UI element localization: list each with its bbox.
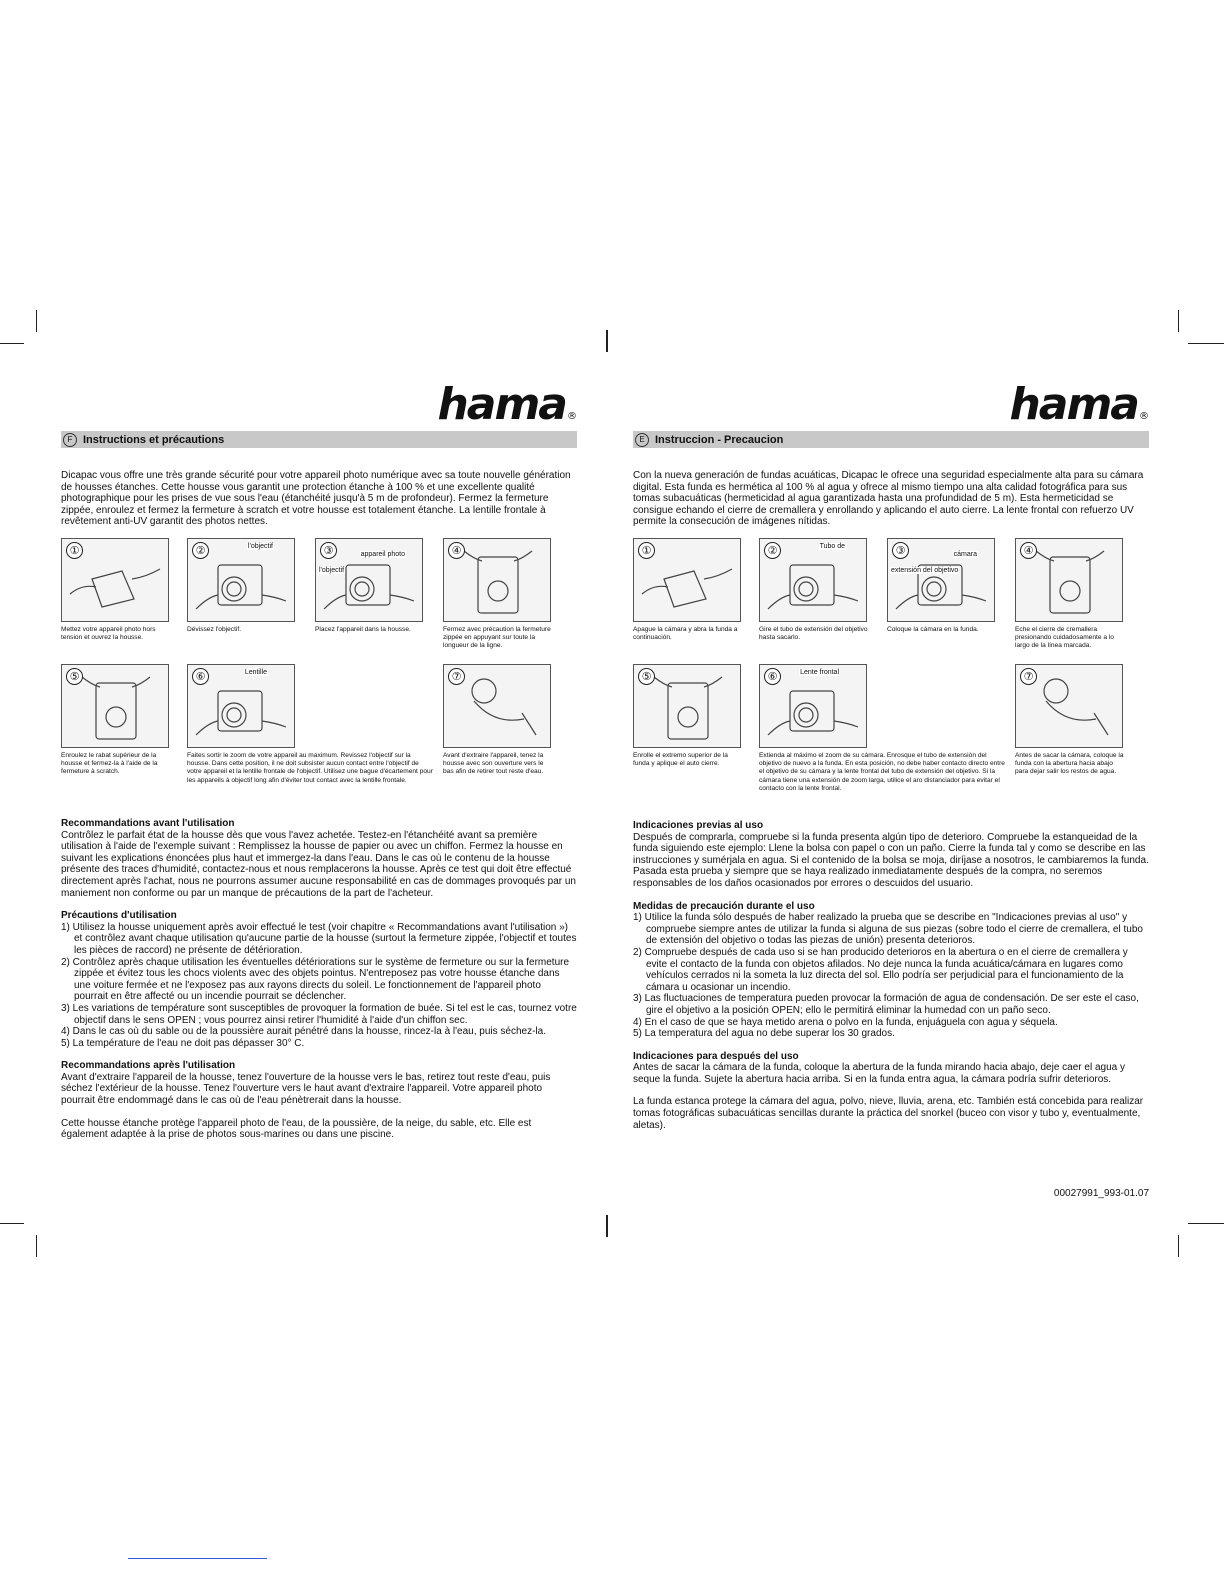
step-number: ⑦ bbox=[448, 668, 465, 685]
section-header bbox=[633, 431, 1149, 448]
illustration-shape bbox=[227, 582, 241, 596]
step-caption: Placez l'appareil dans la housse. bbox=[315, 626, 411, 633]
step-caption: Enrolle el extremo superior de la funda y aplique el auto cierre. bbox=[633, 752, 728, 768]
illustration-shape bbox=[922, 577, 946, 601]
intro-paragraph: Con la nueva generación de fundas acuáticas, Dicapac le ofrece una seguridad especialmente alta para su cámara digital. Esta funda es hermética al 100 % al agua y ofrece al mismo tiempo una alta calidad fotográfica para sus tomas subacuáticas (hermeticidad al agua garantizada hasta una profundidad de 5 m). Esta hermeticidad se consigue echando el cierre de cremallera y enrollando y aplicando el auto cierre. La lente frontal con refuerzo UV permite la consecución de imágenes nítidas. bbox=[633, 470, 1144, 528]
paragraph: Antes de sacar la cámara de la funda, coloque la abertura de la funda mirando hacia abajo, deje caer el agua y seque la funda. Sujete la abertura hacia arriba. Si en la funda entra agua, la cámara podría sufrir deterioros. bbox=[633, 1062, 1125, 1085]
step-illustration bbox=[443, 538, 551, 622]
instructions-body bbox=[61, 818, 577, 1141]
step-3 bbox=[887, 538, 999, 634]
list-item: 5) La température de l'eau ne doit pas dépasser 30° C. bbox=[61, 1037, 305, 1049]
section-heading: Recommandations avant l'utilisation bbox=[61, 818, 235, 829]
illustration-shape bbox=[768, 595, 858, 609]
list-item: 4) En el caso de que se haya metido arena o polvo en la funda, enjuáguela con agua y séquela. bbox=[633, 1016, 1058, 1028]
language-badge: F bbox=[63, 433, 77, 447]
step-caption: Antes de sacar la cámara, coloque la funda con la abertura hacia abajo para dejar salir los restos de agua. bbox=[1015, 752, 1124, 776]
list-item: 3) Les variations de température sont susceptibles de provoquer la formation de buée. Si tel est le cas, tournez votre objectif dans le sens OPEN ; vous pourrez ainsi retirer l'humidité à l'aide d'un chiffon sec. bbox=[61, 1002, 577, 1026]
illustration-shape bbox=[896, 595, 986, 609]
step-number: ③ bbox=[892, 542, 909, 559]
crop-mark bbox=[36, 310, 37, 332]
step-caption: Gire el tubo de extensión del objetivo hasta sacarlo. bbox=[759, 626, 868, 642]
step-caption: Mettez votre appareil photo hors tension et ouvrez la housse. bbox=[61, 626, 156, 642]
step-number: ⑤ bbox=[638, 668, 655, 685]
illustration-shape bbox=[1036, 551, 1104, 561]
step-6 bbox=[759, 664, 1005, 793]
crop-mark bbox=[1178, 310, 1179, 332]
illustration-shape bbox=[478, 557, 518, 613]
step-7 bbox=[443, 664, 555, 777]
section-title: Instruccion - Precaucion bbox=[655, 433, 784, 446]
step-caption: Dévissez l'objectif. bbox=[187, 626, 242, 633]
paragraph: Contrôlez le parfait état de la housse dès que vous l'avez achetée. Testez-en l'étanchéité avant sa première utilisation à l'aide de l'exemple suivant : Remplissez la housse de papier ou avec un chiffon. Fermez la housse en suivant les explications énoncées plus haut et immergez-la dans l'eau. Dans le cas où le contenu de la housse présente des traces d'humidité, contactez-nous et nous remplacerons la housse. Après ce test qui doit être effectué directement après l'achat, nous ne pourrons assumer aucune responsabilité en cas de dommages provoqués par un maniement non conforme ou par un manque de précautions de la part de l'acheteur. bbox=[61, 829, 576, 899]
illustration-shape bbox=[222, 577, 246, 601]
step-caption: Enroulez le rabat supérieur de la housse et fermez-la à l'aide de la fermeture à scratch. bbox=[61, 752, 158, 776]
illustration-label: l'objectif bbox=[247, 543, 273, 550]
list-item: 2) Compruebe después de cada uso si se han producido deterioros en la abertura o en el cierre de cremallera y evite el contacto de la funda con objetos afilados. No deje nunca la funda acuática/cámara en lugares como vehículos cerrados ni la someta la luz directa del sol. Ello podría ser perjudicial para el funcionamiento de la cámara u ocasionar un incendio. bbox=[633, 946, 1128, 993]
paragraph: Después de comprarla, compruebe si la funda presenta algún tipo de deterioro. Compruebe la estanqueidad de la funda siguiendo este ejemplo: Llene la bolsa con papel o con un paño. Cierre la funda tal y como se describe en las instrucciones y sumérjala en agua. Si el contenido de la bolsa se moja, diríjase a nosotros, le cambiaremos la funda. Pasada esta prueba y siempre que se haya realizado inmediatamente después de la compra, no seremos responsables de los daños ocasionados por errores o descuidos del usuario. bbox=[633, 831, 1149, 889]
instructions-body bbox=[633, 820, 1149, 1131]
illustration-shape bbox=[227, 708, 241, 722]
step-5 bbox=[61, 664, 173, 777]
step-number: ① bbox=[66, 542, 83, 559]
illustration-shape bbox=[1050, 557, 1090, 613]
step-number: ④ bbox=[448, 542, 465, 559]
illustration-shape bbox=[464, 551, 532, 561]
illustration-shape bbox=[222, 703, 246, 727]
illustration-shape bbox=[794, 577, 818, 601]
illustration-shape bbox=[106, 707, 126, 727]
document-code: 00027991_993-01.07 bbox=[1053, 1188, 1149, 1199]
step-illustration bbox=[315, 538, 423, 622]
section-header bbox=[61, 431, 577, 448]
illustration-shape bbox=[324, 595, 414, 609]
illustration-shape bbox=[82, 677, 150, 687]
step-2 bbox=[187, 538, 299, 634]
illustration-shape bbox=[350, 577, 374, 601]
step-illustration bbox=[1015, 538, 1123, 622]
illustration-shape bbox=[132, 569, 160, 579]
illustration-label: Tubo de bbox=[819, 543, 845, 550]
crop-mark bbox=[1188, 343, 1224, 344]
step-number: ⑦ bbox=[1020, 668, 1037, 685]
section-title: Instructions et précautions bbox=[83, 433, 225, 446]
step-number: ② bbox=[764, 542, 781, 559]
illustration-shape bbox=[1044, 679, 1068, 703]
step-number: ⑤ bbox=[66, 668, 83, 685]
step-number: ③ bbox=[320, 542, 337, 559]
step-caption: Apague la cámara y abra la funda a continuación. bbox=[633, 626, 738, 642]
illustration-shape bbox=[96, 683, 136, 739]
illustration-shape bbox=[196, 721, 286, 735]
list-item: 3) Las fluctuaciones de temperatura pueden provocar la formación de agua de condensación. De ser este el caso, gire el objetivo a la posición OPEN; ello le permitirá eliminar la humedad con un paño seco. bbox=[633, 993, 1139, 1016]
step-caption: Fermez avec précaution la fermeture zippée en appuyant sur toute la longueur de la ligne. bbox=[443, 626, 551, 650]
hama-logo: hama® bbox=[437, 379, 577, 430]
list-item: 2) Contrôlez après chaque utilisation les éventuelles détériorations sur le système de fermeture ou sur la fermeture zippée et évitez tous les chocs violents avec des objets pointus. N'entreposez pas votre housse étanche dans une voiture fermée et ne l'exposez pas aux rayons directs du soleil. Le fonctionnement de l'appareil photo pourrait en être affecté ou un incendie pourrait se déclencher. bbox=[61, 956, 570, 1003]
step-number: ① bbox=[638, 542, 655, 559]
crop-mark bbox=[606, 1215, 608, 1237]
illustration-label: Lente frontal bbox=[800, 669, 839, 676]
step-illustration bbox=[633, 538, 741, 622]
step-5 bbox=[633, 664, 745, 768]
language-badge: E bbox=[635, 433, 649, 447]
step-3 bbox=[315, 538, 427, 634]
step-illustration bbox=[61, 664, 169, 748]
step-illustration bbox=[1015, 664, 1123, 748]
illustration-label: Lentille bbox=[244, 669, 267, 676]
crop-mark bbox=[1178, 1235, 1179, 1257]
step-1 bbox=[633, 538, 745, 642]
step-caption: Coloque la cámara en la funda. bbox=[887, 626, 979, 633]
illustration-shape bbox=[92, 571, 134, 607]
crop-mark bbox=[36, 1235, 37, 1257]
illustration-shape bbox=[927, 582, 941, 596]
illustration-shape bbox=[472, 679, 496, 703]
illustration-shape bbox=[1060, 581, 1080, 601]
illustration-shape bbox=[668, 683, 708, 739]
crop-mark bbox=[1188, 1223, 1224, 1224]
illustration-label: appareil photo bbox=[360, 551, 405, 558]
step-caption: Faites sortir le zoom de votre appareil au maximum. Revissez l'objectif sur la housse. Dans cette position, il ne doit subsister aucun contact entre l'objectif de votre appareil et la lentille frontale de l'objectif. Utilisez une bague d'écartement pour les appareils à objectif long afin d'éviter tout contact avec la lentille frontale. bbox=[187, 752, 433, 784]
illustration-shape bbox=[678, 707, 698, 727]
illustration-shape bbox=[664, 571, 706, 607]
step-caption: Eche el cierre de cremallera presionando cuidadosamente a lo largo de la línea marcada. bbox=[1015, 626, 1114, 650]
illustration-label: extensión del objetivo bbox=[891, 567, 959, 574]
step-illustration bbox=[633, 664, 741, 748]
step-illustration bbox=[187, 664, 295, 748]
step-4 bbox=[443, 538, 555, 651]
illustration-shape bbox=[654, 677, 722, 687]
section-heading: Medidas de precaución durante el uso bbox=[633, 900, 815, 912]
illustration-label: l'objectif bbox=[319, 567, 345, 574]
step-number: ② bbox=[192, 542, 209, 559]
illustration-label: cámara bbox=[953, 551, 977, 558]
closing-paragraph: La funda estanca protege la cámara del agua, polvo, nieve, lluvia, arena, etc. También está concebida para realizar tomas fotográficas subacuáticas sencillas durante la práctica del snorkel (buceo con visor y tubo y, eventualmente, aletas). bbox=[633, 1096, 1144, 1131]
list-item: 1) Utilice la funda sólo después de haber realizado la prueba que se describe en "Indicaciones previas al uso" y compruebe siempre antes de utilizar la funda si alguna de sus piezas (sobre todo el cierre de cremallera, el tubo de extensión del objetivo o todas las piezas de unión) presenta deterioros. bbox=[633, 912, 1143, 947]
list-item: 1) Utilisez la housse uniquement après avoir effectué le test (voir chapitre « Recommandations avant l'utilisation ») et contrôlez avant chaque utilisation qu'aucune partie de la housse (surtout la fermeture zippée, l'objectif et toutes les pièces de raccord) ne présente de détérioration. bbox=[61, 921, 577, 956]
illustration-shape bbox=[70, 586, 96, 594]
step-1 bbox=[61, 538, 173, 642]
link-underline bbox=[128, 1558, 267, 1559]
paragraph: Avant d'extraire l'appareil de la housse, tenez l'ouverture de la housse vers le bas, retirez tout reste d'eau, puis séchez l'extérieur de la housse. Tenez l'ouverture vers le haut avant d'extraire l'appareil. Votre appareil photo pourrait être endommagé dans le cas où de l'eau pénètrerait dans la housse. bbox=[61, 1071, 551, 1107]
crop-mark bbox=[0, 1223, 24, 1224]
section-heading: Indicaciones previas al uso bbox=[633, 820, 764, 831]
step-number: ⑥ bbox=[192, 668, 209, 685]
step-illustration bbox=[887, 538, 995, 622]
step-number: ④ bbox=[1020, 542, 1037, 559]
section-heading: Recommandations après l'utilisation bbox=[61, 1060, 236, 1072]
illustration-shape bbox=[355, 582, 369, 596]
illustration-shape bbox=[488, 581, 508, 601]
illustration-shape bbox=[704, 569, 732, 579]
step-6 bbox=[187, 664, 433, 785]
precautions-list bbox=[61, 922, 577, 1050]
hama-logo: hama® bbox=[1009, 379, 1149, 430]
step-illustration bbox=[443, 664, 551, 748]
section-heading: Précautions d'utilisation bbox=[61, 910, 177, 922]
closing-paragraph: Cette housse étanche protège l'appareil photo de l'eau, de la poussière, de la neige, du sable, etc. Elle est également adaptée à la prise de photos sous-marines ou dans une piscine. bbox=[61, 1117, 532, 1141]
step-caption: Avant d'extraire l'appareil, tenez la housse avec son ouverture vers le bas afin de retirer tout reste d'eau. bbox=[443, 752, 544, 776]
crop-mark bbox=[0, 343, 24, 344]
step-4 bbox=[1015, 538, 1127, 651]
step-caption: Extienda al máximo el zoom de su cámara. Enrosque el tubo de extensión del objetivo de nuevo a la funda. En esta posición, no debe haber contacto directo entre el objetivo de su cámara y la lente frontal del tubo de extensión del objetivo. Si la cámara tiene una extensión de zoom larga, utilice el aro distanciador para evitar el contacto con la lente frontal. bbox=[759, 752, 1005, 792]
precautions-list bbox=[633, 912, 1149, 1040]
section-heading: Indicaciones para después del uso bbox=[633, 1050, 799, 1062]
illustration-shape bbox=[794, 703, 818, 727]
step-7 bbox=[1015, 664, 1127, 777]
illustration-shape bbox=[642, 586, 668, 594]
crop-mark bbox=[606, 330, 608, 352]
step-illustration bbox=[759, 538, 867, 622]
illustration-shape bbox=[799, 708, 813, 722]
illustration-shape bbox=[768, 721, 858, 735]
illustration-shape bbox=[196, 595, 286, 609]
intro-paragraph: Dicapac vous offre une très grande sécurité pour votre appareil photo numérique avec sa toute nouvelle génération de housses étanches. Cette housse vous garantit une protection étanche à 100 % et une excellente qualité photographique pour les prises de vue sous l'eau (étanchéité jusqu'à 5 m de profondeur). Fermez la fermeture zippée, enroulez et fermez la fermeture à scratch et votre housse est totalement étanche. La lentille frontale à revêtement anti-UV garantit des photos nettes. bbox=[61, 470, 571, 528]
illustration-shape bbox=[799, 582, 813, 596]
step-illustration bbox=[759, 664, 867, 748]
step-number: ⑥ bbox=[764, 668, 781, 685]
illustration-shape bbox=[1046, 701, 1108, 735]
step-2 bbox=[759, 538, 871, 642]
illustration-shape bbox=[474, 701, 536, 735]
step-illustration bbox=[187, 538, 295, 622]
list-item: 5) La temperatura del agua no debe superar los 30 grados. bbox=[633, 1028, 895, 1040]
list-item: 4) Dans le cas où du sable ou de la poussière aurait pénétré dans la housse, rincez-la à l'eau, puis séchez-la. bbox=[61, 1026, 546, 1038]
step-illustration bbox=[61, 538, 169, 622]
